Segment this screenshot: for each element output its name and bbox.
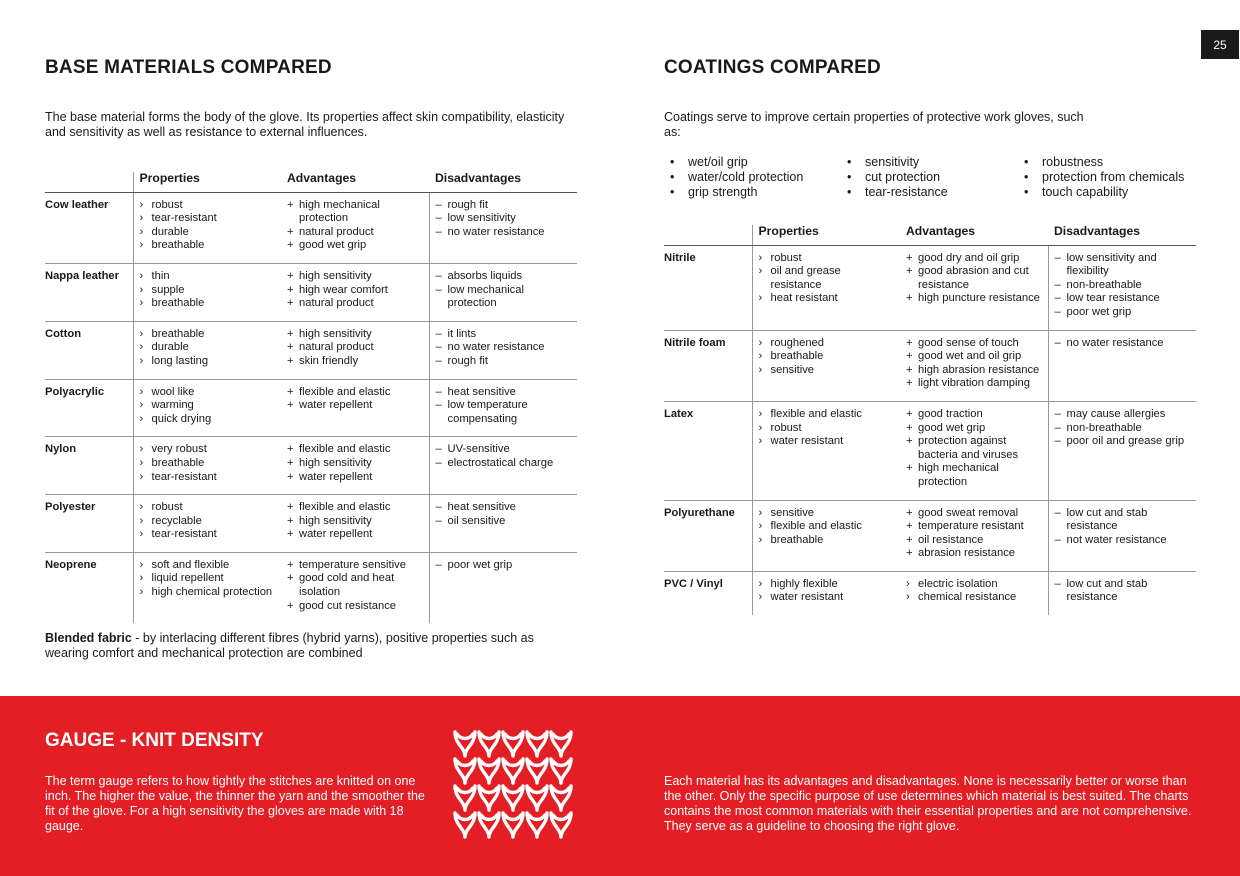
property-item: › tear-resistant (139, 212, 217, 225)
advantage-item: + good cut resistance (287, 599, 397, 612)
advantages-cell (281, 263, 429, 321)
property-item: › robust (139, 198, 183, 211)
properties-cell (133, 495, 281, 553)
coating-purposes-list (668, 155, 1208, 200)
advantage-item: + natural product (287, 341, 374, 354)
properties-cell (752, 500, 900, 571)
advantages-cell (281, 379, 429, 437)
property-item: › robust (758, 421, 802, 434)
advantages-header: Advantages (281, 172, 429, 192)
disadvantage-item: – poor wet grip (435, 558, 513, 571)
advantage-item: + water repellent (287, 399, 373, 412)
disadvantage-item: – absorbs liquids (435, 269, 523, 282)
material-name: Polyacrylic (45, 379, 133, 437)
property-item: › breathable (139, 239, 205, 252)
advantage-item: + high mechanical protection (287, 198, 380, 225)
property-item: › robust (758, 251, 802, 264)
advantage-item: + good wet and oil grip (906, 350, 1022, 363)
advantage-item: + oil resistance (906, 533, 984, 546)
material-name: Nappa leather (45, 263, 133, 321)
material-name: Polyester (45, 495, 133, 553)
disadvantages-cell (429, 379, 577, 437)
properties-cell (752, 571, 900, 615)
advantage-item: + high puncture resistance (906, 292, 1040, 305)
disadvantage-item: – low mechanical protection (435, 283, 524, 310)
base-materials-intro: The base material forms the body of the glove. Its properties affect skin compatibility, elasticity and sensitivity as well as resistance to external influences. (45, 110, 565, 139)
disadvantage-item: – may cause allergies (1054, 407, 1166, 420)
disadvantage-item: – not water resistance (1054, 533, 1167, 546)
material-name: Cotton (45, 321, 133, 379)
table-row (45, 437, 577, 495)
advantage-item: + water repellent (287, 470, 373, 483)
page-number: 25 (1201, 30, 1239, 59)
property-item: › wool like (139, 385, 195, 398)
advantage-item: + protection against bacteria and viruses (906, 435, 1019, 461)
knit-stitch-icon (450, 728, 576, 840)
advantage-item: + high sensitivity (287, 514, 372, 527)
coatings-table (664, 225, 1196, 615)
materials-summary: Each material has its advantages and disadvantages. None is necessarily better or worse than the other. Only the specific purpose of use determines which material is best suited. The charts contains the most common materials with their essential properties and are not comprehensive. They serve as a guideline to choosing the right glove. (664, 774, 1192, 833)
property-item: › breathable (139, 297, 205, 310)
advantage-item: + high mechanical protection (906, 462, 999, 488)
advantages-cell (281, 321, 429, 379)
table-row (664, 330, 1196, 401)
disadvantage-item: – low cut and stab resistance (1054, 506, 1148, 533)
disadvantage-item: – no water resistance (1054, 336, 1164, 349)
disadvantages-cell (1048, 330, 1196, 401)
material-header (45, 172, 133, 192)
material-name: Nylon (45, 437, 133, 495)
properties-cell (133, 437, 281, 495)
disadvantages-cell (429, 495, 577, 553)
bullet-item: • water/cold protection (670, 170, 804, 184)
disadvantage-item: – low cut and stab resistance (1054, 577, 1148, 604)
table-row (664, 571, 1196, 615)
base-materials-table (45, 172, 577, 623)
property-item: › sensitive (758, 363, 815, 376)
disadvantage-item: – no water resistance (435, 225, 545, 238)
advantage-item: + good sweat removal (906, 506, 1019, 519)
property-item: › breathable (139, 456, 205, 469)
blended-fabric-text: - by interlacing different fibres (hybrid yarns), positive properties such as wearing comfort and mechanical protection are combined (45, 631, 534, 660)
bullet-item: • robustness (1024, 155, 1104, 169)
property-item: › tear-resistant (139, 528, 217, 541)
advantages-cell (900, 401, 1048, 500)
property-item: › flexible and elastic (758, 407, 862, 420)
blended-fabric-note (45, 631, 565, 661)
advantage-item: + temperature sensitive (287, 558, 406, 571)
advantage-item: + light vibration damping (906, 377, 1030, 390)
bullet-item: • grip strength (670, 185, 758, 199)
disadvantages-cell (429, 192, 577, 263)
property-item: › water resistant (758, 435, 844, 448)
disadvantages-cell (429, 321, 577, 379)
disadvantage-item: – rough fit (435, 354, 488, 367)
material-name: Latex (664, 401, 752, 500)
advantage-item: + flexible and elastic (287, 501, 391, 514)
property-item: › liquid repellent (139, 572, 224, 585)
advantage-item: + good wet grip (906, 421, 986, 434)
advantage-item: + abrasion resistance (906, 547, 1016, 560)
table-row (664, 245, 1196, 330)
bullet-item: • wet/oil grip (670, 155, 748, 169)
coatings-title: COATINGS COMPARED (664, 57, 881, 78)
property-item: › high chemical protection (139, 586, 273, 599)
property-item: › breathable (758, 533, 824, 546)
advantages-cell (900, 571, 1048, 615)
disadvantage-item: – rough fit (435, 198, 488, 211)
advantage-item: + high sensitivity (287, 327, 372, 340)
advantage-item: + high sensitivity (287, 456, 372, 469)
property-item: › durable (139, 225, 189, 238)
advantage-item: + natural product (287, 297, 374, 310)
disadvantage-item: – UV-sensitive (435, 443, 510, 456)
advantage-item: + good sense of touch (906, 336, 1019, 349)
table-row (664, 401, 1196, 500)
property-item: › sensitive (758, 506, 815, 519)
table-row (45, 192, 577, 263)
advantage-item: + high wear comfort (287, 283, 388, 296)
property-item: › breathable (139, 327, 205, 340)
property-item: › quick drying (139, 412, 212, 425)
properties-header: Properties (133, 172, 281, 192)
properties-cell (133, 263, 281, 321)
property-item: › roughened (758, 336, 825, 349)
table-header-row (45, 172, 577, 192)
advantage-item: + high sensitivity (287, 269, 372, 282)
advantage-item: + flexible and elastic (287, 385, 391, 398)
property-item: › tear-resistant (139, 470, 217, 483)
disadvantage-item: – low temperature compensating (435, 399, 528, 425)
coatings-intro: Coatings serve to improve certain properties of protective work gloves, such as: (664, 110, 1084, 139)
table-row (45, 495, 577, 553)
advantage-item: + good wet grip (287, 239, 367, 252)
disadvantages-cell (1048, 245, 1196, 330)
disadvantage-item: – electrostatical charge (435, 456, 554, 469)
advantage-item: + flexible and elastic (287, 443, 391, 456)
material-name: Polyurethane (664, 500, 752, 571)
advantage-item: › chemical resistance (906, 591, 1017, 604)
disadvantage-item: – low sensitivity (435, 212, 516, 225)
table-row (45, 263, 577, 321)
advantage-item: + high abrasion resistance (906, 363, 1040, 376)
material-header (664, 225, 752, 245)
advantages-cell (281, 437, 429, 495)
properties-cell (752, 245, 900, 330)
table-row (664, 500, 1196, 571)
table-row (45, 321, 577, 379)
property-item: › oil and grease resistance (758, 265, 841, 291)
property-item: › supple (139, 283, 185, 296)
properties-cell (752, 401, 900, 500)
disadvantages-cell (429, 437, 577, 495)
property-item: › long lasting (139, 354, 209, 367)
advantage-item: + water repellent (287, 528, 373, 541)
disadvantage-item: – poor wet grip (1054, 305, 1132, 318)
disadvantage-item: – poor oil and grease grip (1054, 435, 1185, 448)
bullet-item: • sensitivity (847, 155, 920, 169)
base-materials-title: BASE MATERIALS COMPARED (45, 57, 332, 78)
property-item: › highly flexible (758, 577, 838, 590)
blended-fabric-label: Blended fabric (45, 631, 132, 645)
disadvantage-item: – it lints (435, 327, 477, 340)
disadvantages-cell (429, 552, 577, 623)
material-name: Neoprene (45, 558, 97, 571)
disadvantage-item: – low tear resistance (1054, 292, 1160, 305)
properties-cell (133, 552, 281, 623)
bullet-item: • tear-resistance (847, 185, 948, 199)
table-header-row (664, 225, 1196, 245)
material-name: Nitrile (664, 245, 752, 330)
property-item: › water resistant (758, 591, 844, 604)
property-item: › soft and flexible (139, 558, 230, 571)
advantages-cell (281, 192, 429, 263)
advantage-item: › electric isolation (906, 577, 998, 590)
properties-cell (133, 321, 281, 379)
advantages-cell (900, 245, 1048, 330)
properties-header: Properties (752, 225, 900, 245)
material-name: Nitrile foam (664, 330, 752, 401)
property-item: › flexible and elastic (758, 520, 862, 533)
disadvantage-item: – no water resistance (435, 341, 545, 354)
advantage-item: + temperature resistant (906, 520, 1024, 533)
disadvantages-header: Disadvantages (1048, 225, 1196, 245)
advantages-header: Advantages (900, 225, 1048, 245)
bullet-item: • cut protection (847, 170, 941, 184)
disadvantages-header: Disadvantages (429, 172, 577, 192)
property-item: › durable (139, 341, 189, 354)
gauge-description: The term gauge refers to how tightly the stitches are knitted on one inch. The higher the value, the thinner the yarn and the smoother the fit of the glove. For a high sensitivity the gloves are made with 18 gauge. (45, 774, 425, 833)
material-name: Cow leather (45, 192, 133, 263)
advantages-cell (900, 500, 1048, 571)
properties-cell (752, 330, 900, 401)
material-name: PVC / Vinyl (664, 577, 723, 590)
property-item: › thin (139, 269, 170, 282)
disadvantage-item: – heat sensitive (435, 385, 516, 398)
disadvantage-item: – oil sensitive (435, 514, 506, 527)
advantage-item: + natural product (287, 225, 374, 238)
advantage-item: + good cold and heat isolation (287, 572, 395, 599)
advantages-cell (281, 552, 429, 623)
bullet-item: • protection from chemicals (1024, 170, 1185, 184)
advantage-item: + good traction (906, 407, 983, 420)
bullet-item: • touch capability (1024, 185, 1129, 199)
property-item: › very robust (139, 443, 207, 456)
disadvantage-item: – non-breathable (1054, 421, 1142, 434)
advantages-cell (281, 495, 429, 553)
disadvantage-item: – heat sensitive (435, 501, 516, 514)
advantage-item: + good dry and oil grip (906, 251, 1020, 264)
property-item: › heat resistant (758, 292, 838, 305)
disadvantage-item: – low sensitivity and flexibility (1054, 251, 1157, 278)
advantage-item: + good abrasion and cut resistance (906, 265, 1029, 291)
properties-cell (133, 192, 281, 263)
gauge-title: GAUGE - KNIT DENSITY (45, 730, 264, 751)
property-item: › warming (139, 399, 194, 412)
advantage-item: + skin friendly (287, 354, 359, 367)
properties-cell (133, 379, 281, 437)
disadvantages-cell (1048, 571, 1196, 615)
disadvantages-cell (429, 263, 577, 321)
property-item: › breathable (758, 350, 824, 363)
disadvantages-cell (1048, 500, 1196, 571)
property-item: › robust (139, 501, 183, 514)
table-row (45, 552, 577, 623)
disadvantage-item: – non-breathable (1054, 278, 1142, 291)
property-item: › recyclable (139, 514, 202, 527)
advantages-cell (900, 330, 1048, 401)
table-row (45, 379, 577, 437)
disadvantages-cell (1048, 401, 1196, 500)
